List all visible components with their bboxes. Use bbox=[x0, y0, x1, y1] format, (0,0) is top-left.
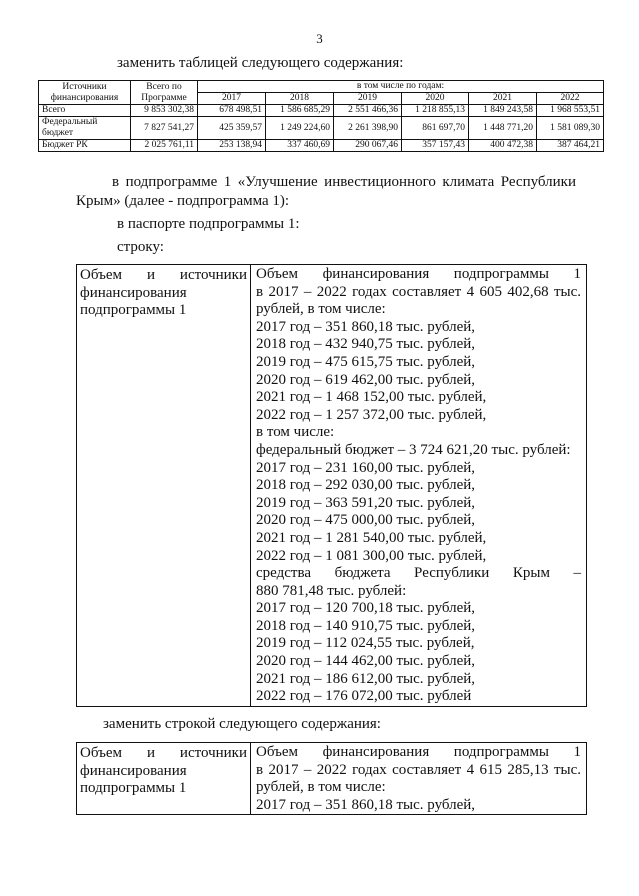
passport-value-line: 2018 год – 140 910,75 тыс. рублей, bbox=[256, 617, 476, 634]
passport-label-line: подпрограммы 1 bbox=[80, 780, 187, 797]
intro-replace-table: заменить таблицей следующего содержания: bbox=[117, 55, 404, 71]
passport-value-line: 2022 год – 176 072,00 тыс. рублей bbox=[256, 688, 472, 705]
row-value: 290 067,46 bbox=[334, 140, 402, 152]
row-value: 357 157,43 bbox=[402, 140, 469, 152]
row-value: 337 460,69 bbox=[266, 140, 334, 152]
passport-value-line: средства бюджета Республики Крым – bbox=[256, 565, 581, 582]
passport-value-line: 2018 год – 432 940,75 тыс. рублей, bbox=[256, 336, 476, 353]
header-year: 2018 bbox=[266, 93, 334, 105]
passport-value-line: 2019 год – 475 615,75 тыс. рублей, bbox=[256, 353, 476, 370]
row-value: 861 697,70 bbox=[402, 117, 469, 140]
passport-value-line: 2020 год – 475 000,00 тыс. рублей, bbox=[256, 512, 476, 529]
row-total: 9 853 302,38 bbox=[131, 105, 198, 117]
passport-label-line: Объем и источники bbox=[80, 267, 247, 283]
header-year: 2020 bbox=[402, 93, 469, 105]
row-value: 387 464,21 bbox=[537, 140, 604, 152]
passport-value-line: 2017 год – 351 860,18 тыс. рублей, bbox=[256, 796, 476, 813]
passport-value-line: 2021 год – 186 612,00 тыс. рублей, bbox=[256, 670, 476, 687]
row-total: 2 025 761,11 bbox=[131, 140, 198, 152]
passport-value-line: рублей, в том числе: bbox=[256, 779, 386, 796]
passport-label-line: Объем и источники bbox=[80, 745, 247, 761]
row-value: 2 261 398,90 bbox=[334, 117, 402, 140]
page-number: 3 bbox=[316, 31, 323, 46]
row-value: 425 359,57 bbox=[198, 117, 266, 140]
header-total: Всего по Программе bbox=[131, 81, 198, 105]
header-year: 2017 bbox=[198, 93, 266, 105]
passport-value-line: в том числе: bbox=[256, 424, 335, 441]
replace-row-heading: заменить строкой следующего содержания: bbox=[103, 716, 381, 732]
subprogram-line-1: в подпрограмме 1 «Улучшение инвестиционного климата Республики bbox=[112, 174, 576, 190]
passport-value-line: 2020 год – 144 462,00 тыс. рублей, bbox=[256, 653, 476, 670]
passport-value-line: в 2017 – 2022 годах составляет 4 615 285,13 тыс. bbox=[256, 761, 581, 778]
row-value: 253 138,94 bbox=[198, 140, 266, 152]
row-value: 2 551 466,36 bbox=[334, 105, 402, 117]
passport-value-line: 2017 год – 120 700,18 тыс. рублей, bbox=[256, 600, 476, 617]
header-year: 2021 bbox=[469, 93, 537, 105]
passport-table-old bbox=[76, 264, 587, 707]
header-year: 2019 bbox=[334, 93, 402, 105]
row-value: 1 586 685,29 bbox=[266, 105, 334, 117]
row-value: 1 849 243,58 bbox=[469, 105, 537, 117]
passport-value-line: 2019 год – 363 591,20 тыс. рублей, bbox=[256, 494, 476, 511]
passport-value-line: 2022 год – 1 257 372,00 тыс. рублей, bbox=[256, 406, 487, 423]
row-heading: строку: bbox=[117, 239, 164, 255]
passport-value-line: рублей, в том числе: bbox=[256, 301, 386, 318]
passport-value-line: 2021 год – 1 468 152,00 тыс. рублей, bbox=[256, 389, 487, 406]
table-row bbox=[39, 117, 604, 140]
header-source: Источники финансирования bbox=[39, 81, 131, 105]
row-total: 7 827 541,27 bbox=[131, 117, 198, 140]
passport-value-line: федеральный бюджет – 3 724 621,20 тыс. рублей: bbox=[256, 441, 571, 458]
passport-table-new bbox=[76, 742, 587, 815]
passport-value-line: 2018 год – 292 030,00 тыс. рублей, bbox=[256, 477, 476, 494]
passport-new-label-cell bbox=[77, 743, 251, 815]
passport-label-line: подпрограммы 1 bbox=[80, 302, 187, 319]
passport-value-line: Объем финансирования подпрограммы 1 bbox=[256, 744, 581, 760]
row-value: 678 498,51 bbox=[198, 105, 266, 117]
passport-value-line: 2021 год – 1 281 540,00 тыс. рублей, bbox=[256, 529, 487, 546]
table-row bbox=[39, 140, 604, 152]
row-value: 1 581 089,30 bbox=[537, 117, 604, 140]
passport-value-line: 2017 год – 231 160,00 тыс. рублей, bbox=[256, 459, 476, 476]
passport-label-line: финансирования bbox=[80, 762, 187, 779]
row-value: 1 249 224,60 bbox=[266, 117, 334, 140]
passport-value-line: в 2017 – 2022 годах составляет 4 605 402,68 тыс. bbox=[256, 283, 581, 300]
passport-new-value-cell bbox=[251, 743, 587, 815]
passport-value-line: 2019 год – 112 024,55 тыс. рублей, bbox=[256, 635, 475, 652]
subprogram-line-2: Крым» (далее - подпрограмма 1): bbox=[76, 193, 290, 209]
header-year: 2022 bbox=[537, 93, 604, 105]
row-value: 1 218 855,13 bbox=[402, 105, 469, 117]
row-value: 400 472,38 bbox=[469, 140, 537, 152]
funding-summary-table bbox=[38, 80, 604, 152]
passport-value-line: Объем финансирования подпрограммы 1 bbox=[256, 266, 581, 282]
passport-value-line: 880 781,48 тыс. рублей: bbox=[256, 582, 407, 599]
passport-label-line: финансирования bbox=[80, 284, 187, 301]
passport-old-label-cell bbox=[77, 265, 251, 707]
row-label: Федеральный бюджет bbox=[39, 117, 131, 140]
row-label: Бюджет РК bbox=[39, 140, 131, 152]
header-by-years: в том числе по годам: bbox=[198, 81, 604, 93]
table-row bbox=[39, 105, 604, 117]
row-label: Всего bbox=[39, 105, 131, 117]
passport-value-line: 2017 год – 351 860,18 тыс. рублей, bbox=[256, 318, 476, 335]
passport-heading: в паспорте подпрограммы 1: bbox=[117, 216, 300, 232]
row-value: 1 448 771,20 bbox=[469, 117, 537, 140]
passport-value-line: 2022 год – 1 081 300,00 тыс. рублей, bbox=[256, 547, 487, 564]
row-value: 1 968 553,51 bbox=[537, 105, 604, 117]
passport-value-line: 2020 год – 619 462,00 тыс. рублей, bbox=[256, 371, 476, 388]
passport-old-value-cell bbox=[251, 265, 587, 707]
